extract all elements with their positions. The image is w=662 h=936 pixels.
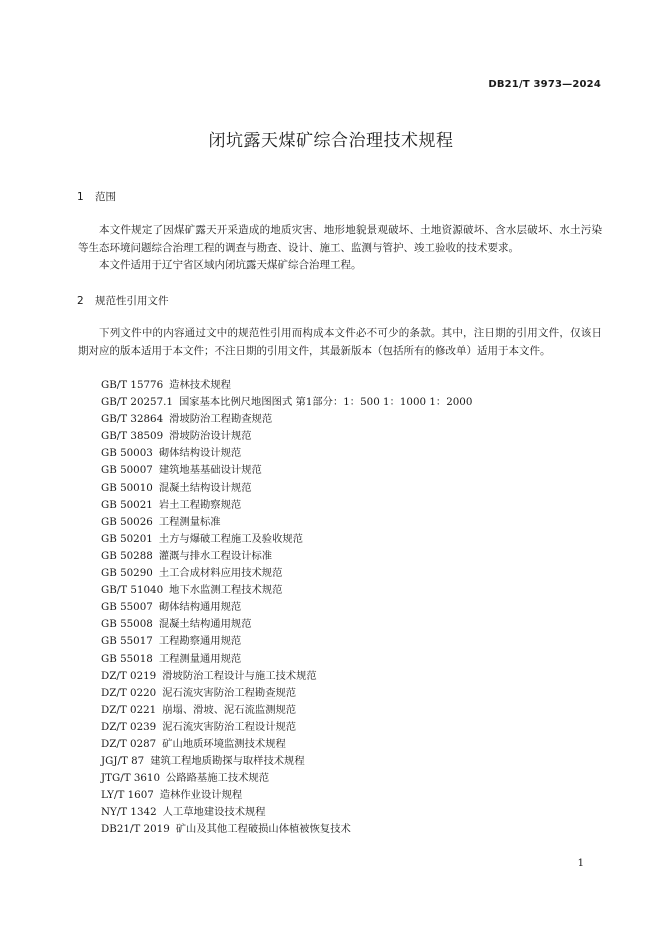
reference-title: 泥石流灾害防治工程勘查规范: [162, 686, 297, 699]
reference-code: DZ/T 0239: [101, 720, 157, 733]
reference-title: 灌溉与排水工程设计标准: [158, 549, 273, 562]
reference-item: [101, 531, 472, 548]
document-title: 闭坑露天煤矿综合治理技术规程: [208, 131, 454, 151]
reference-item: [101, 411, 472, 428]
reference-item: [101, 736, 472, 753]
reference-item: [101, 565, 472, 582]
references-intro-paragraph: 下列文件中的内容通过文中的规范性引用而构成本文件必不可少的条款。其中，注日期的引用文件，仅该日期对应的版本适用于本文件；不注日期的引用文件，其最新版本（包括所有的修改单）适用于本文件。: [78, 327, 602, 357]
reference-item: [101, 616, 472, 633]
reference-title: 国家基本比例尺地图图式 第1部分：1：500 1：1000 1：2000: [178, 396, 473, 409]
scope-paragraph-2: 本文件适用于辽宁省区域内闭坑露天煤矿综合治理工程。: [99, 259, 362, 271]
reference-code: DB21/T 2019: [101, 823, 170, 836]
reference-item: [101, 377, 472, 394]
reference-code: GB/T 51040: [101, 584, 164, 597]
reference-title: 矿山地质环境监测技术规程: [162, 737, 286, 750]
reference-title: 混凝土结构通用规范: [158, 618, 252, 631]
reference-code: GB 50201: [101, 532, 153, 545]
reference-title: 砌体结构通用规范: [158, 601, 242, 614]
reference-title: 造林作业设计规程: [159, 789, 243, 802]
reference-code: GB 50026: [101, 515, 153, 528]
section-heading-normative-references: [77, 293, 169, 308]
reference-code: LY/T 1607: [101, 789, 154, 802]
reference-item: [101, 428, 472, 445]
reference-code: GB 50021: [101, 498, 153, 511]
section-title: 规范性引用文件: [95, 295, 169, 307]
reference-title: 混凝土结构设计规范: [158, 481, 252, 494]
reference-title: 人工草地建设技术规程: [162, 806, 266, 819]
scope-paragraph-1: 本文件规定了因煤矿露天开采造成的地质灾害、地形地貌景观破坏、土地资源破坏、含水层破坏、水土污染等生态环境问题综合治理工程的调查与勘查、设计、施工、监测与管护、竣工验收的技术要求。: [78, 224, 602, 254]
reference-item: [101, 753, 472, 770]
reference-item: [101, 497, 472, 514]
section-heading-scope: [77, 189, 116, 204]
reference-title: 砌体结构设计规范: [158, 447, 242, 460]
reference-code: JGJ/T 87: [101, 755, 145, 768]
standard-number: DB21/T 3973—2024: [488, 79, 601, 90]
page-number: 1: [577, 858, 584, 869]
reference-title: 工程测量标准: [158, 515, 221, 528]
reference-item: [101, 514, 472, 531]
reference-title: 建筑工程地质勘探与取样技术规程: [150, 755, 305, 768]
reference-item: [101, 633, 472, 650]
reference-item: [101, 804, 472, 821]
reference-item: [101, 651, 472, 668]
reference-item: [101, 821, 472, 838]
reference-item: [101, 445, 472, 462]
reference-item: [101, 685, 472, 702]
reference-title: 地下水监测工程技术规范: [169, 584, 283, 597]
reference-title: 土工合成材料应用技术规范: [158, 567, 283, 580]
reference-item: [101, 719, 472, 736]
reference-title: 滑坡防治工程设计与施工技术规范: [162, 669, 317, 682]
reference-item: [101, 599, 472, 616]
reference-code: GB 55018: [101, 652, 153, 665]
reference-item: [101, 702, 472, 719]
section-title: 范围: [95, 191, 116, 203]
reference-code: GB 50288: [101, 549, 153, 562]
reference-list: [101, 377, 472, 839]
reference-code: NY/T 1342: [101, 806, 157, 819]
reference-code: GB 55008: [101, 618, 153, 631]
reference-title: 滑坡防治设计规范: [169, 430, 252, 443]
reference-item: [101, 462, 472, 479]
reference-title: 工程测量通用规范: [158, 652, 242, 665]
reference-code: GB 50290: [101, 567, 153, 580]
reference-code: JTG/T 3610: [101, 772, 161, 785]
reference-title: 滑坡防治工程勘查规范: [169, 413, 273, 426]
reference-item: [101, 480, 472, 497]
reference-title: 造林技术规程: [169, 379, 231, 391]
reference-code: GB/T 32864: [101, 413, 164, 426]
reference-title: 岩土工程勘察规范: [158, 498, 242, 511]
reference-code: GB 55007: [101, 601, 153, 614]
reference-item: [101, 770, 472, 787]
reference-item: [101, 582, 472, 599]
reference-code: DZ/T 0221: [101, 703, 157, 716]
reference-title: 公路路基施工技术规范: [166, 772, 270, 785]
section-number: 2: [77, 295, 84, 307]
reference-title: 土方与爆破工程施工及验收规范: [158, 532, 303, 545]
reference-code: DZ/T 0220: [101, 686, 157, 699]
reference-code: GB 55017: [101, 635, 153, 648]
reference-item: [101, 668, 472, 685]
reference-item: [101, 548, 472, 565]
reference-item: [101, 787, 472, 804]
reference-code: DZ/T 0219: [101, 669, 157, 682]
reference-code: GB 50003: [101, 447, 153, 460]
reference-code: GB/T 15776: [101, 379, 164, 391]
reference-title: 泥石流灾害防治工程设计规范: [162, 720, 297, 733]
reference-code: GB/T 38509: [101, 430, 164, 443]
reference-code: DZ/T 0287: [101, 737, 157, 750]
reference-title: 建筑地基基础设计规范: [158, 464, 262, 477]
reference-title: 工程勘察通用规范: [158, 635, 242, 648]
reference-code: GB 50007: [101, 464, 153, 477]
reference-code: GB 50010: [101, 481, 153, 494]
reference-title: 崩塌、滑坡、泥石流监测规范: [162, 703, 297, 716]
reference-item: [101, 394, 472, 411]
section-number: 1: [77, 191, 84, 203]
reference-title: 矿山及其他工程破损山体植被恢复技术: [175, 823, 351, 836]
reference-code: GB/T 20257.1: [101, 396, 173, 409]
